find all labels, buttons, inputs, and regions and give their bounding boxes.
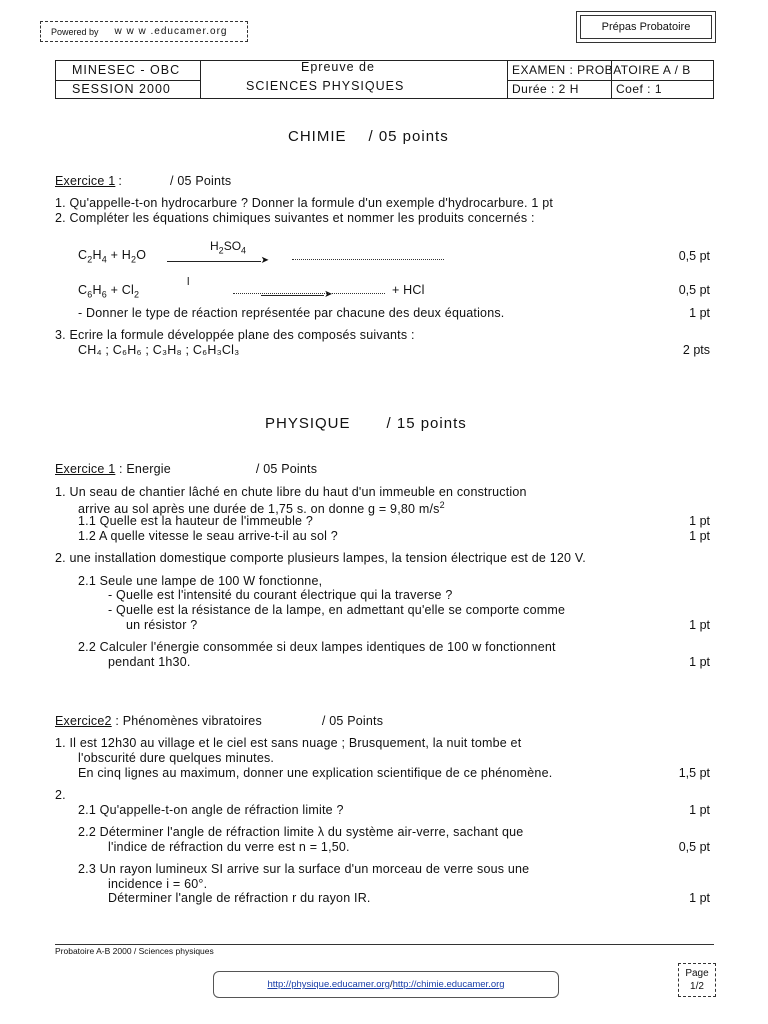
ex2-q1-line3: En cinq lignes au maximum, donner une explication scientifique de ce phénomène.: [78, 766, 553, 780]
chimie-q3: 3. Ecrire la formule développée plane des composés suivants :: [55, 328, 415, 342]
equation-1-catalyst: $H_2SO_4$: [210, 239, 247, 256]
ex1-q2-2b: pendant 1h30.: [108, 655, 191, 669]
physique-ex1-points: / 05 Points: [255, 462, 318, 476]
epreuve-label: Epreuve de: [301, 60, 375, 74]
minesec-label: MINESEC - OBC: [72, 63, 181, 77]
chimie-q3-formulas: CH₄ ; C₆H₆ ; C₃H₈ ; C₆H₃Cl₃: [78, 343, 240, 357]
ex2-q2-2b: l'indice de réfraction du verre est n = 1,50.: [108, 840, 350, 854]
footer-links-box: http://physique.educamer.org / http://chimie.educamer.org: [213, 971, 559, 998]
chimie-ex1-points: / 05 Points: [170, 174, 232, 188]
footer-divider: [55, 944, 714, 945]
chimie-q3-points: 2 pts: [682, 343, 710, 357]
ex1-q1-line2: arrive au sol après une durée de 1,75 s. on donne g = 9,80 $m/s^2$: [78, 500, 445, 517]
equation-1-arrow: ➤: [167, 256, 269, 266]
ex2-q2-1-points: 1 pt: [689, 803, 710, 817]
equation-2: $C_6H_6 + Cl_2$: [78, 283, 140, 300]
ex1-q2-1b: - Quelle est la résistance de la lampe, en admettant qu'elle se comporte comme: [108, 603, 566, 617]
powered-by-box: [40, 21, 248, 42]
ex2-q1-points: 1,5 pt: [678, 766, 710, 780]
chimie-q1: 1. Qu'appelle-t-on hydrocarbure ? Donner la formule d'un exemple d'hydrocarbure. 1 pt: [55, 196, 554, 210]
chimie-q2b-points: 1 pt: [689, 306, 710, 320]
chimie-link[interactable]: http://chimie.educamer.org: [392, 979, 505, 990]
powered-by-label: Powered by: [51, 26, 99, 37]
ex1-q2-1a: - Quelle est l'intensité du courant électrique qui la traverse ?: [108, 588, 453, 602]
ex2-q2-3-points: 1 pt: [689, 891, 710, 905]
page-label: Page: [685, 968, 709, 979]
coef-label: Coef : 1: [616, 82, 663, 96]
ex1-q2-1: 2.1 Seule une lampe de 100 W fonctionne,: [78, 574, 323, 588]
chimie-ex1-label: Exercice 1: [55, 174, 116, 188]
ex1-q2-2-points: 1 pt: [689, 655, 710, 669]
equation-2-product: + HCl: [392, 283, 425, 297]
page-number: 1/2: [690, 981, 704, 992]
ex2-q2-2a: 2.2 Déterminer l'angle de réfraction limite λ du système air-verre, sachant que: [78, 825, 524, 839]
ex1-q1-1-points: 1 pt: [689, 514, 710, 528]
ex2-q2-2-points: 0,5 pt: [678, 840, 710, 854]
subject-title: SCIENCES PHYSIQUES: [246, 79, 405, 93]
equation-2-points: 0,5 pt: [678, 283, 710, 297]
equation-2-arrow: ➤: [261, 290, 332, 300]
physique-ex1-heading: Exercice 1 : Energie / 05 Points: [55, 462, 318, 476]
equation-2-blank[interactable]: [233, 284, 385, 294]
physique-ex2-label: Exercice2: [55, 714, 112, 728]
ex2-q1-line2: l'obscurité dure quelques minutes.: [78, 751, 275, 765]
physique-title: PHYSIQUE / 15 points: [265, 415, 467, 432]
ex2-q2-1: 2.1 Qu'appelle-t-on angle de réfraction limite ?: [78, 803, 344, 817]
equation-2-catalyst: l: [187, 276, 190, 288]
physique-points: / 15 points: [386, 415, 467, 432]
examen-label: EXAMEN : PROBATOIRE A / B: [512, 63, 691, 77]
ex2-q1-line1: 1. Il est 12h30 au village et le ciel est sans nuage ; Brusquement, la nuit tombe et: [55, 736, 522, 750]
chimie-q2b: - Donner le type de réaction représentée par chacune des deux équations.: [78, 306, 505, 320]
page-indicator: [678, 963, 716, 997]
physique-ex2-points: / 05 Points: [321, 714, 384, 728]
chimie-q2: 2. Compléter les équations chimiques suivantes et nommer les produits concernés :: [55, 211, 535, 225]
duree-label: Durée : 2 H: [512, 82, 579, 96]
physique-ex1-label: Exercice 1: [55, 462, 116, 476]
ex1-q1-2: 1.2 A quelle vitesse le seau arrive-t-il au sol ?: [78, 529, 338, 543]
exam-header-table: [55, 60, 714, 99]
ex2-q2-3b: incidence i = 60°.: [108, 877, 208, 891]
footer-source: Probatoire A-B 2000 / Sciences physiques: [55, 946, 214, 956]
ex1-q1-line1: 1. Un seau de chantier lâché en chute libre du haut d'un immeuble en construction: [55, 485, 527, 499]
ex2-q2: 2.: [55, 788, 66, 802]
ex1-q2-1c: un résistor ?: [126, 618, 198, 632]
ex1-q1-2-points: 1 pt: [689, 529, 710, 543]
ex2-q2-3c: Déterminer l'angle de réfraction r du rayon IR.: [108, 891, 371, 905]
equation-1-blank[interactable]: [292, 250, 444, 260]
prepas-badge: [576, 11, 716, 43]
ex1-q2-2a: 2.2 Calculer l'énergie consommée si deux lampes identiques de 100 w fonctionnent: [78, 640, 556, 654]
ex1-q2-1-points: 1 pt: [689, 618, 710, 632]
equation-1-points: 0,5 pt: [678, 249, 710, 263]
physique-link[interactable]: http://physique.educamer.org: [267, 979, 390, 990]
ex2-q2-3a: 2.3 Un rayon lumineux SI arrive sur la surface d'un morceau de verre sous une: [78, 862, 530, 876]
ex1-q1-1: 1.1 Quelle est la hauteur de l'immeuble ?: [78, 514, 314, 528]
chimie-points: / 05 points: [368, 128, 449, 145]
prepas-label: Prépas Probatoire: [580, 15, 712, 39]
powered-by-site[interactable]: w w w .educamer.org: [114, 26, 228, 37]
ex1-q2: 2. une installation domestique comporte plusieurs lampes, la tension électrique est de 120 V.: [55, 551, 586, 565]
session-label: SESSION 2000: [72, 82, 171, 96]
equation-1: $C_2H_4 + H_2O$: [78, 248, 147, 265]
chimie-ex1-heading: Exercice 1 : / 05 Points: [55, 174, 232, 188]
chimie-title: CHIMIE / 05 points: [288, 128, 449, 145]
physique-ex2-heading: Exercice2 : Phénomènes vibratoires / 05 Points: [55, 714, 384, 728]
